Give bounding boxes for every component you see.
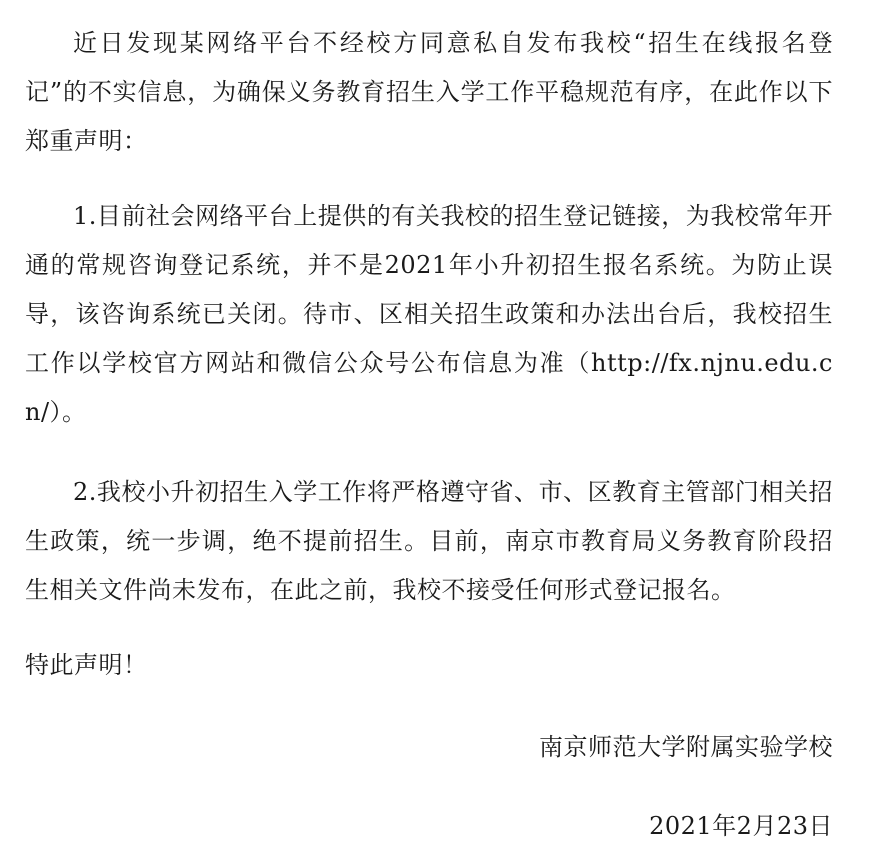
intro-paragraph: 近日发现某网络平台不经校方同意私自发布我校“招生在线报名登记”的不实信息，为确保义务教育招生入学工作平稳规范有序，在此作以下郑重声明： (25, 29, 833, 155)
statement-item-1: 1.目前社会网络平台上提供的有关我校的招生登记链接，为我校常年开通的常规咨询登记系统，并不是2021年小升初招生报名系统。为防止误导，该咨询系统已关闭。待市、区相关招生政策和办法出台后，我校招生工作以学校官方网站和微信公众号公布信息为准（http://fx.njnu.edu.cn/）。 (25, 202, 833, 426)
notice-date: 2021年2月23日 (649, 812, 833, 840)
statement-item-2: 2.我校小升初招生入学工作将严格遵守省、市、区教育主管部门相关招生政策，统一步调，绝不提前招生。目前，南京市教育局义务教育阶段招生相关文件尚未发布，在此之前，我校不接受任何形式登记报名。 (25, 478, 833, 604)
signature-school-name: 南京师范大学附属实验学校 (539, 733, 833, 761)
closing-line: 特此声明！ (25, 651, 148, 679)
